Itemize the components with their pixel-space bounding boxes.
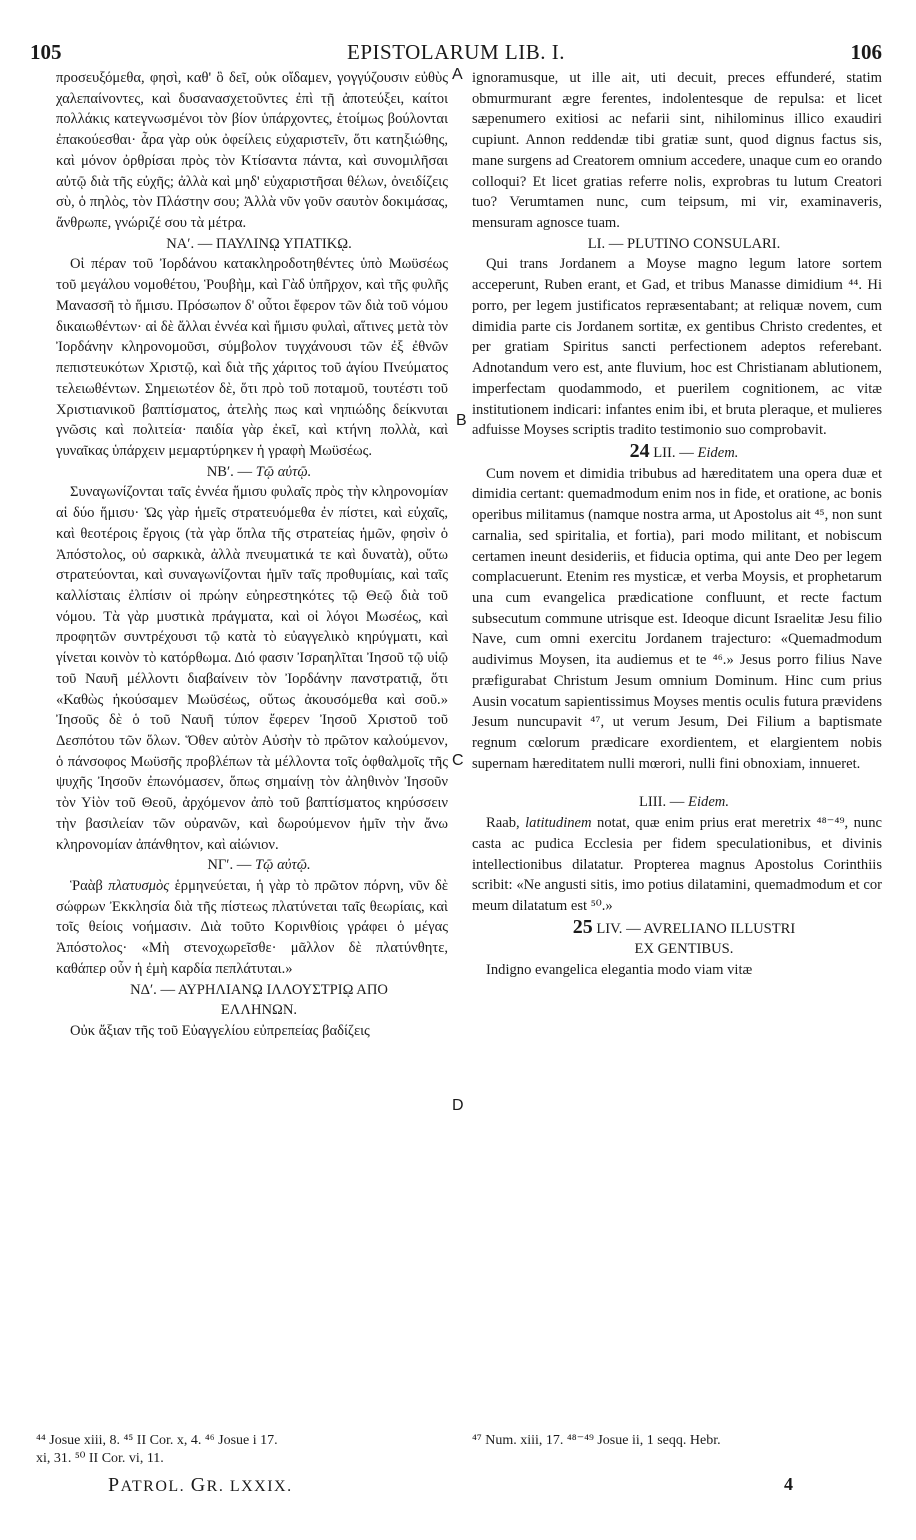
latin-heading-54-line2: EX GENTIBUS. bbox=[634, 941, 734, 958]
margin-marker-c: C bbox=[452, 752, 464, 769]
greek-paragraph-53-start: Ῥαὰβ bbox=[70, 878, 103, 895]
latin-heading-52-column-number: 24 bbox=[629, 439, 650, 462]
greek-paragraph-54: Οὐκ ἄξιαν τῆς τοῦ Εὐαγγελίου εὐπρεπείας βαδίζεις bbox=[70, 1023, 370, 1040]
latin-paragraph-53-start: Raab, bbox=[486, 815, 520, 832]
series-signature-part-1: ATROL. bbox=[120, 1478, 191, 1495]
margin-marker-a: A bbox=[452, 66, 463, 83]
series-signature-part-2: R. LXXIX. bbox=[206, 1478, 293, 1495]
greek-heading-53 bbox=[56, 855, 448, 876]
section-gap bbox=[472, 774, 882, 792]
greek-heading-54-line1: ΝΔʹ. — ΑΥΡΗΛΙΑΝῼ ΙΛΛΟΥΣΤΡΙῼ ΑΠΟ bbox=[130, 981, 388, 998]
footnote-line: ⁴⁴ Josue xiii, 8. ⁴⁵ II Cor. x, 4. ⁴⁶ Josue i 17. bbox=[36, 1433, 278, 1448]
greek-heading-52-name: Τῷ αὐτῷ. bbox=[255, 463, 312, 480]
footnote-line: ⁴⁷ Num. xiii, 17. ⁴⁸⁻⁴⁹ Josue ii, 1 seqq. Hebr. bbox=[472, 1433, 721, 1448]
latin-paragraph-54: Indigno evangelica elegantia modo viam vitæ bbox=[486, 962, 753, 979]
latin-heading-51: LI. — PLUTINO CONSULARI. bbox=[587, 235, 781, 252]
footnotes-right bbox=[472, 1432, 882, 1450]
greek-paragraph-53-italic: πλατυσμὸς bbox=[108, 878, 170, 895]
page-number-left: 105 bbox=[30, 40, 62, 64]
footnote-line: xi, 31. ⁵⁰ II Cor. vi, 11. bbox=[36, 1451, 164, 1466]
latin-heading-53-number: LIII. — bbox=[639, 794, 685, 811]
latin-paragraph-53 bbox=[472, 813, 882, 917]
greek-paragraph-53-rest: ἑρμηνεύεται, ἡ γὰρ τὸ πρῶτον πόρνη, νῦν δὲ σώφρων Ἐκκλησία διὰ τῆς πίστεως πλατύνεται ταῖς θεωρίαις, καὶ τοῖς θείοις νοήμασιν. Διὰ τοῦτο Κορινθίοις γράφει ὁ μέγας Ἀπόστολος· «Μὴ στενοχωρεῖσθε· μᾶλλον δὲ πλατύνθητε, καθάπερ οὖν ἡ ἐμὴ καρδία πεπλάτυται.» bbox=[56, 878, 449, 977]
greek-heading-52-number: ΝΒʹ. — bbox=[206, 463, 253, 480]
page-number-right: 106 bbox=[850, 40, 882, 64]
latin-column bbox=[472, 68, 882, 981]
greek-paragraph-51: Οἱ πέραν τοῦ Ἰορδάνου κατακληροδοτηθέντες ὑπὸ Μωϋσέως τοῦ μεγάλου νομοθέτου, Ῥουβὴμ, καὶ Γὰδ ὑπῆρχον, καὶ τῆς φυλῆς Μανασσῆ τὸ ἥμισυ. Πρόσωπον δ' οὗτοι ἔφερον τῶν διὰ τοῦ νόμου δικαιωθέντων· αἱ δὲ ἄλλαι ἐννέα καὶ ἥμισυ φυλαὶ, αἵτινες μετὰ τὸν Ἰορδάνην κληρονομοῦσι, σύμβολον τυγχάνουσι τῶν ἐξ ἐθνῶν πεπιστευκότων Χριστῷ, καὶ διὰ τῆς χάριτος τοῦ ἁγίου Πνεύματος τελειωθέντων. Σημειωτέον δὲ, ὅτι πρὸ τοῦ ποταμοῦ, τουτέστι τοῦ Χριστιανικοῦ βαπτίσματος, ἀτελὴς πως καὶ νηπιώδης δείκνυται γνῶσις καὶ πολιτεία· παιδία γὰρ ἐκεῖ, καὶ κτήνη πολλὰ, καὶ γυναῖκας ὑπάρχειν μεμαρτύρηκεν ἡ γραφὴ Μωϋσέως. bbox=[56, 256, 448, 459]
latin-heading-54-line1 bbox=[472, 917, 882, 940]
greek-heading-53-name: Τῷ αὐτῷ. bbox=[255, 857, 311, 874]
latin-heading-53-name: Eidem. bbox=[688, 794, 729, 811]
latin-heading-54-title: LIV. — AVRELIANO ILLUSTRI bbox=[596, 920, 796, 937]
latin-paragraph-53-rest: notat, quæ enim prius erat meretrix ⁴⁸⁻⁴⁹, nunc casta ac pudica Ecclesia per fidem speculationibus, et divinis intellectionibus dilatatur. Propterea magnus Apostolus Corinthiis scribit: «Ne angusti sitis, imo potius dilatamini, quemadmodum et cor meum dilatatum est ⁵⁰.» bbox=[472, 815, 883, 915]
running-header bbox=[30, 40, 882, 66]
footnotes-left bbox=[36, 1432, 456, 1468]
latin-paragraph-52: Cum novem et dimidia tribubus ad hæreditatem una opera duæ et dimidia certant: quemadmodum enim nos in fide, et oratione, ac bonis operibus militamus (namque nostra arma, ut Apostolus ait ⁴⁵, non sunt carnalia, sed spiritalia, et fortia), pari modo militant, et nobiscum certamen ineunt desideriis, et fiducia optima, qui ante Deo per legem complacuerunt. Etenim res mysticæ, et verba Moysis, et prophetarum una cum evangelica prædicatione confluunt, et recte factum subsecutum commune utrisque est. Ideoque dicunt Israelitæ Jesu filio Nave, cum omni exercitu Jordanem trajecturo: «Quemadmodum audivimus Moysen, ita audiemus et te ⁴⁶.» Jesus porro filius Nave præfigurabat Christum Jesum omnium Dominum. Hinc cum prius Ausin vocatum sapientissimus Moyses mentis oculis futura prævidens Jesum nuncupavit ⁴⁷, ut verum Jesum, Dei Filium a baptismate regnum cœlorum prædicare exordientem, et elargientem nobis supernam hæreditatem nulli mœrori, nulli fini obnoxiam, innueret. bbox=[472, 465, 882, 772]
series-signature-initial-g: G bbox=[190, 1474, 207, 1496]
gathering-signature: 4 bbox=[784, 1474, 793, 1494]
margin-marker-b: B bbox=[456, 412, 467, 429]
greek-heading-52 bbox=[56, 462, 448, 483]
series-signature-initial-p: P bbox=[108, 1474, 121, 1496]
greek-heading-51: ΝΑʹ. — ΠΑΥΛΙΝῼ ΥΠΑΤΙΚῼ. bbox=[166, 235, 352, 252]
greek-heading-53-number: ΝΓʹ. — bbox=[207, 857, 252, 874]
greek-column bbox=[56, 68, 448, 1042]
greek-paragraph-intro: προσευξόμεθα, φησὶ, καθ' ὃ δεῖ, οὐκ οἴδαμεν, γογγύζουσιν εὐθὺς χαλεπαίνοντες, καὶ δυσανασχετοῦντες ἐπὶ τῇ ἀποτεύξει, καίτοι πολλάκις κατεγνωσμένοι τὸν βίον ὑπάρχοντες, ἑτοίμως βούλονται ἐπακούεσθαι· ἆρα γὰρ οὐκ ὀφείλεις εὐχαριστεῖν, ὅτι κατηξιώθης, καὶ μόνον ὀρθρίσαι πρὸς τὸν Κτίσαντα πάντα, καὶ συνομιλῆσαι αὐτῷ διὰ τῆς εὐχῆς; ἀλλὰ καὶ μηδ' εὐχαριστῆσαι θέλων, ὀνειδίζεις σὺ, ὁ πηλὸς, τὸν Πλάστην σου; Ἀλλὰ νῦν γοῦν σαυτὸν δοκιμάσας, ἄνθρωπε, γνώριζέ σου τὰ μέτρα. bbox=[56, 70, 448, 232]
latin-paragraph-53-italic: latitudinem bbox=[525, 815, 592, 832]
greek-heading-54-line2: ΕΛΛΗΝΩΝ. bbox=[220, 1002, 298, 1019]
latin-paragraph-intro: ignoramusque, ut ille ait, uti decuit, preces effunderé, statim obmurmurant ægre ferentes, indolentesque de repulsa: et licet sæpenumero exitiosi ac nefarii sint, nihilominus illico exaudiri cupiunt. Annon reddendæ tibi gratiæ sunt, quod dignus factus sis, mane surgens ad Creatorem omnium accedere, unaque cum eo orando colloqui? Et licet gratias referre nolis, exprobras tu lutum Creatori tuo? Verumtamen nunc, cum teipsum, mi vir, examinaveris, mensuram agnosce tuam. bbox=[472, 70, 882, 232]
margin-marker-d: D bbox=[452, 1097, 464, 1114]
latin-paragraph-51: Qui trans Jordanem a Moyse magno legum latore sortem acceperunt, Ruben erant, et Gad, et tribus Manasse dimidium ⁴⁴. Hi porro, per legem justificatos repræsentabant; at reliquæ novem, cum dimidia parte cis Jordanem sortitæ, ex gentibus Christo credentes, et per gratiam Spiritus sancti perfectionem adeptos referebant. Adnotandum vero est, ante fluvium, hoc est Christianam ablutionem, imperfectam quodammodo, et puerilem cognitionem, ac vitæ institutionem indicari: infantes enim ibi, et bruta pleraque, et mulieres adfuisse Moyses scriptis tradito testimonio suo comprobavit. bbox=[472, 256, 882, 439]
latin-heading-52-number: LII. — bbox=[653, 444, 694, 461]
latin-heading-53 bbox=[472, 792, 882, 813]
greek-paragraph-52: Συναγωνίζονται ταῖς ἐννέα ἥμισυ φυλαῖς πρὸς τὴν κληρονομίαν αἱ δύο ἥμισυ· Ὡς γὰρ ἡμεῖς στρατευόμεθα ἐν πίστει, καὶ εὐχαῖς, καὶ θεοτέροις ἔργοις (τὰ γὰρ ὅπλα τῆς στρατείας ἡμῶν, φησὶν ὁ Ἀπόστολος, οὐ σαρκικὰ, ἀλλὰ πνευματικά τε καὶ δυνατὰ), οὕτω στρατεύονται, καὶ συναγωνίζονται ἡμῖν ταῖς προθυμίαις, καὶ ταῖς καλλίσταις ἐλπίσιν οἱ πρώην εὐηρεστηκότες τῷ Θεῷ διὰ τοῦ νόμου. Τὰ γὰρ μυστικὰ πράγματα, καὶ οἱ λόγοι Μωσέως, καὶ προφητῶν συντρέχουσι τῷ κατὰ τὸ εὐαγγελικὸ κηρύγματι, καὶ γίνεται κοινὸν τὸ κατόρθωμα. Διό φασιν Ἰσραηλῖται Ἰησοῦ τῷ υἱῷ τοῦ Ναυῆ μέλλοντι διαβαίνειν τὸν Ἰορδάνην πανστρατιᾷ, ὅτι «Καθὼς ἠκούσαμεν Μωϋσέως, οὕτως ἀκουσόμεθα καὶ σοῦ.» Ἰησοῦς δὲ ὁ τοῦ Ναυῆ τύπον ἔφερεν Ἰησοῦ Χριστοῦ τοῦ Δεσπότου τῶν ὅλων. Ὅθεν αὐτὸν Αὐσὴν τὸ πρῶτον καλούμενον, ὁ πάνσοφος Μωϋσῆς προβλέπων τὰ μέλλοντα τοῖς ὀφθαλμοῖς τῆς ψυχῆς Ἰησοῦν ἐπωνόμασεν, ὅπως σημαίνῃ τὸν ἀληθινὸν Ἰησοῦν τὸν Υἱὸν τοῦ Θεοῦ, ἀρχόμενον ἀπὸ τοῦ βαπτίσματος κηρύσσειν τὴν βασιλείαν τῶν οὐρανῶν, καὶ δωρούμενον ἡμῖν τὴν ἄνω κληρονομίαν ἀπάνθητον, καὶ αἰώνιον. bbox=[56, 484, 448, 853]
latin-heading-52 bbox=[472, 441, 882, 464]
running-title: EPISTOLARUM LIB. I. bbox=[347, 40, 565, 64]
series-signature bbox=[108, 1474, 293, 1497]
latin-heading-52-name: Eidem. bbox=[697, 444, 739, 461]
latin-heading-54-column-number: 25 bbox=[572, 915, 593, 938]
greek-paragraph-53 bbox=[56, 876, 448, 980]
